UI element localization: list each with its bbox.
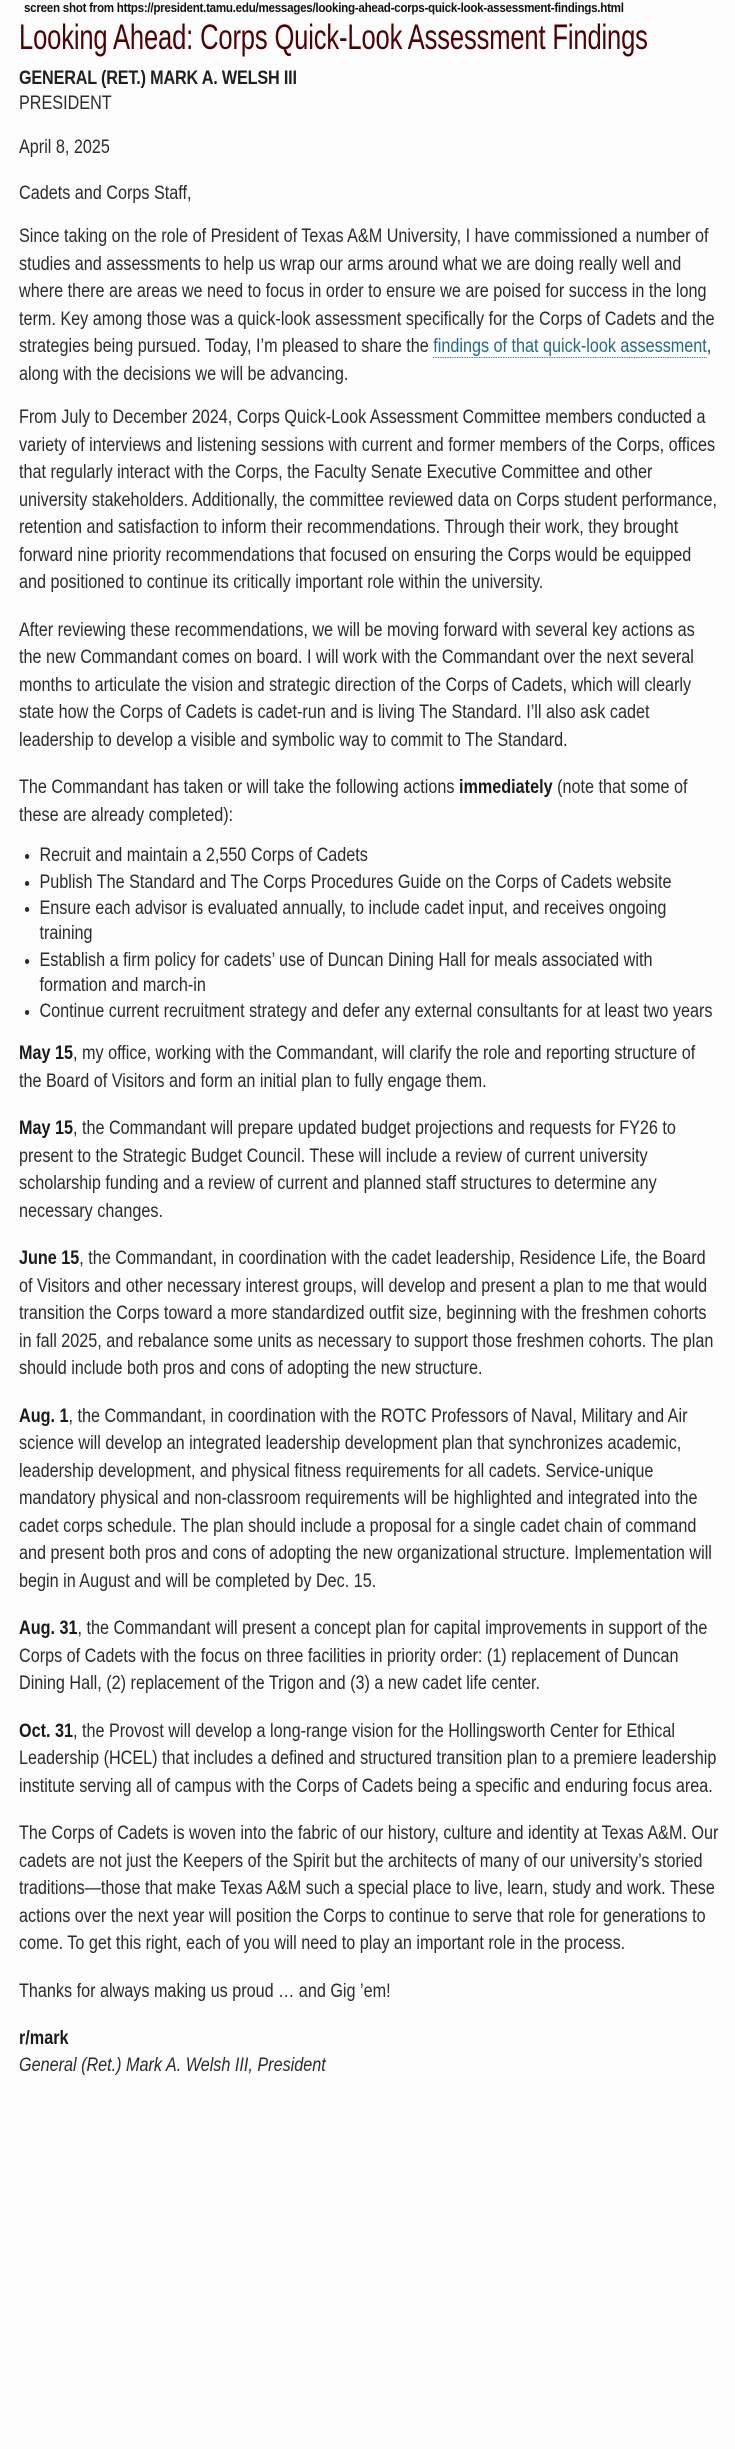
message-date: April 8, 2025 (19, 137, 110, 158)
immediate-actions-intro (19, 774, 719, 829)
review-paragraph: After reviewing these recommendations, we will be moving forward with several key actions as the new Commandant comes on board. I will work with the Commandant over the next several months to articulate the vision and strategic direction of the Corps of Cadets, which will clearly state how the Corps of Cadets is cadet-run and is living The Standard. I’ll also ask cadet leadership to develop a visible and symbolic way to commit to The Standard. (19, 619, 695, 751)
milestone-text: , the Provost will develop a long-range vision for the Hollingsworth Center for Ethical Leadership (HCEL) that includes a defined and structured transition plan to a premiere leadership institute serving all of campus with the Corps of Cadets being a specific and enduring focus area. (19, 1720, 717, 1797)
milestone-text: , my office, working with the Commandant, will clarify the role and reporting structure of the Board of Visitors and form an initial plan to fully engage them. (19, 1043, 696, 1092)
committee-paragraph: From July to December 2024, Corps Quick-Look Assessment Committee members conducted a variety of interviews and listening sessions with current and former members of the Corps, offices that regularly interact with the Corps, the Faculty Senate Executive Committee and other university stakeholders. Additionally, the committee reviewed data on Corps student performance, retention and satisfaction to inform their recommendations. Through their work, they brought forward nine priority recommendations that focused on ensuring the Corps would be equipped and positioned to continue its critically important role within the university. (19, 407, 717, 593)
milestone-text: , the Commandant will prepare updated budget projections and requests for FY26 to present to the Strategic Budget Council. These will include a review of current university scholarship funding and a review of current and planned staff structures to determine any necessary changes. (19, 1118, 676, 1222)
milestone-date: Aug. 1 (19, 1405, 69, 1427)
message-body (19, 66, 719, 2079)
milestone-date: June 15 (19, 1248, 80, 1269)
milestone-date: May 15 (19, 1043, 73, 1064)
thanks-line: Thanks for always making us proud … and Gig ’em! (19, 1980, 391, 2002)
immediate-text-after: (note that some of these are already completed): (19, 777, 688, 826)
milestone-paragraph (19, 1115, 719, 1225)
milestone-text: , the Commandant will present a concept plan for capital improvements in support of the Corps of Cadets with the focus on three facilities in priority order: (1) replacement of Duncan Dining Hall, (2) replacement of the Trigon and (3) a new cadet life center. (19, 1618, 708, 1694)
immediate-actions-list (19, 843, 719, 1024)
author-name: GENERAL (RET.) MARK A. WELSH III (19, 68, 297, 89)
author-role: PRESIDENT (19, 93, 112, 114)
action-item: • Publish The Standard and The Corps Procedures Guide on the Corps of Cadets website (39, 870, 719, 895)
message-content (19, 66, 719, 2079)
intro-paragraph (19, 223, 719, 388)
milestone-date: Aug. 31 (19, 1618, 78, 1639)
intro-text-after-link: , along with the decisions we will be advancing. (19, 336, 712, 385)
action-item: • Recruit and maintain a 2,550 Corps of Cadets (39, 843, 719, 868)
greeting: Cadets and Corps Staff, (19, 182, 192, 204)
immediate-emphasis: immediately (459, 777, 553, 798)
immediate-text-before: The Commandant has taken or will take the following actions (19, 777, 460, 798)
milestone-paragraph (19, 1245, 719, 1383)
milestone-paragraph (19, 1718, 719, 1801)
page-title: Looking Ahead: Corps Quick-Look Assessment Findings (19, 18, 648, 57)
signature-line: General (Ret.) Mark A. Welsh III, President (19, 2055, 326, 2076)
milestone-text: , the Commandant, in coordination with the cadet leadership, Residence Life, the Board of Visitors and other necessary interest groups, will develop and present a plan to me that would transition the Corps toward a more standardized outfit size, beginning with the freshmen cohorts in fall 2025, and rebalance some units as necessary to support those freshmen cohorts. The plan should include both pros and cons of adopting the new structure. (19, 1248, 714, 1379)
findings-link[interactable]: findings of that quick-look assessment (433, 336, 707, 357)
action-item: • Continue current recruitment strategy and defer any external consultants for at least two years (39, 999, 719, 1024)
milestone-date: May 15 (19, 1118, 73, 1139)
action-item: • Establish a firm policy for cadets’ use of Duncan Dining Hall for meals associated with formation and march-in (39, 948, 719, 998)
screenshot-source-note: screen shot from https://president.tamu.edu/messages/looking-ahead-corps-quick-look-assessment-findings.html (24, 1, 624, 15)
action-item: • Ensure each advisor is evaluated annually, to include cadet input, and receives ongoing training (39, 896, 719, 946)
milestone-date: Oct. 31 (19, 1720, 73, 1742)
milestone-paragraph (19, 1403, 719, 1596)
signature-initial: r/mark (19, 2028, 69, 2049)
intro-text-before-link: Since taking on the role of President of Texas A&M University, I have commissioned a number of studies and assessments to help us wrap our arms around what we are doing really well and where there are areas we need to focus in order to ensure we are poised for success in the long term. Key among those was a quick-look assessment specifically for the Corps of Cadets and the strategies being pursued. Today, I’m pleased to share the (19, 226, 715, 357)
milestone-paragraph (19, 1615, 719, 1698)
milestone-paragraph (19, 1040, 719, 1095)
milestone-text: , the Commandant, in coordination with the ROTC Professors of Naval, Military and Air science will develop an integrated leadership development plan that synchronizes academic, leadership development, and physical fitness requirements for all cadets. Service-unique mandatory physical and non-classroom requirements will be highlighted and integrated into the cadet corps schedule. The plan should include a proposal for a single cadet chain of command and present both pros and cons of adopting the new organizational structure. Implementation will begin in August and will be completed by Dec. 15. (19, 1405, 712, 1592)
closing-paragraph: The Corps of Cadets is woven into the fabric of our history, culture and identity at Texas A&M. Our cadets are not just the Keepers of the Spirit but the architects of many of our university’s storied traditions—those that make Texas A&M such a special place to live, learn, study and work. These actions over the next year will position the Corps to continue to serve that role for generations to come. To get this right, each of you will need to play an important role in the process. (19, 1823, 719, 1954)
